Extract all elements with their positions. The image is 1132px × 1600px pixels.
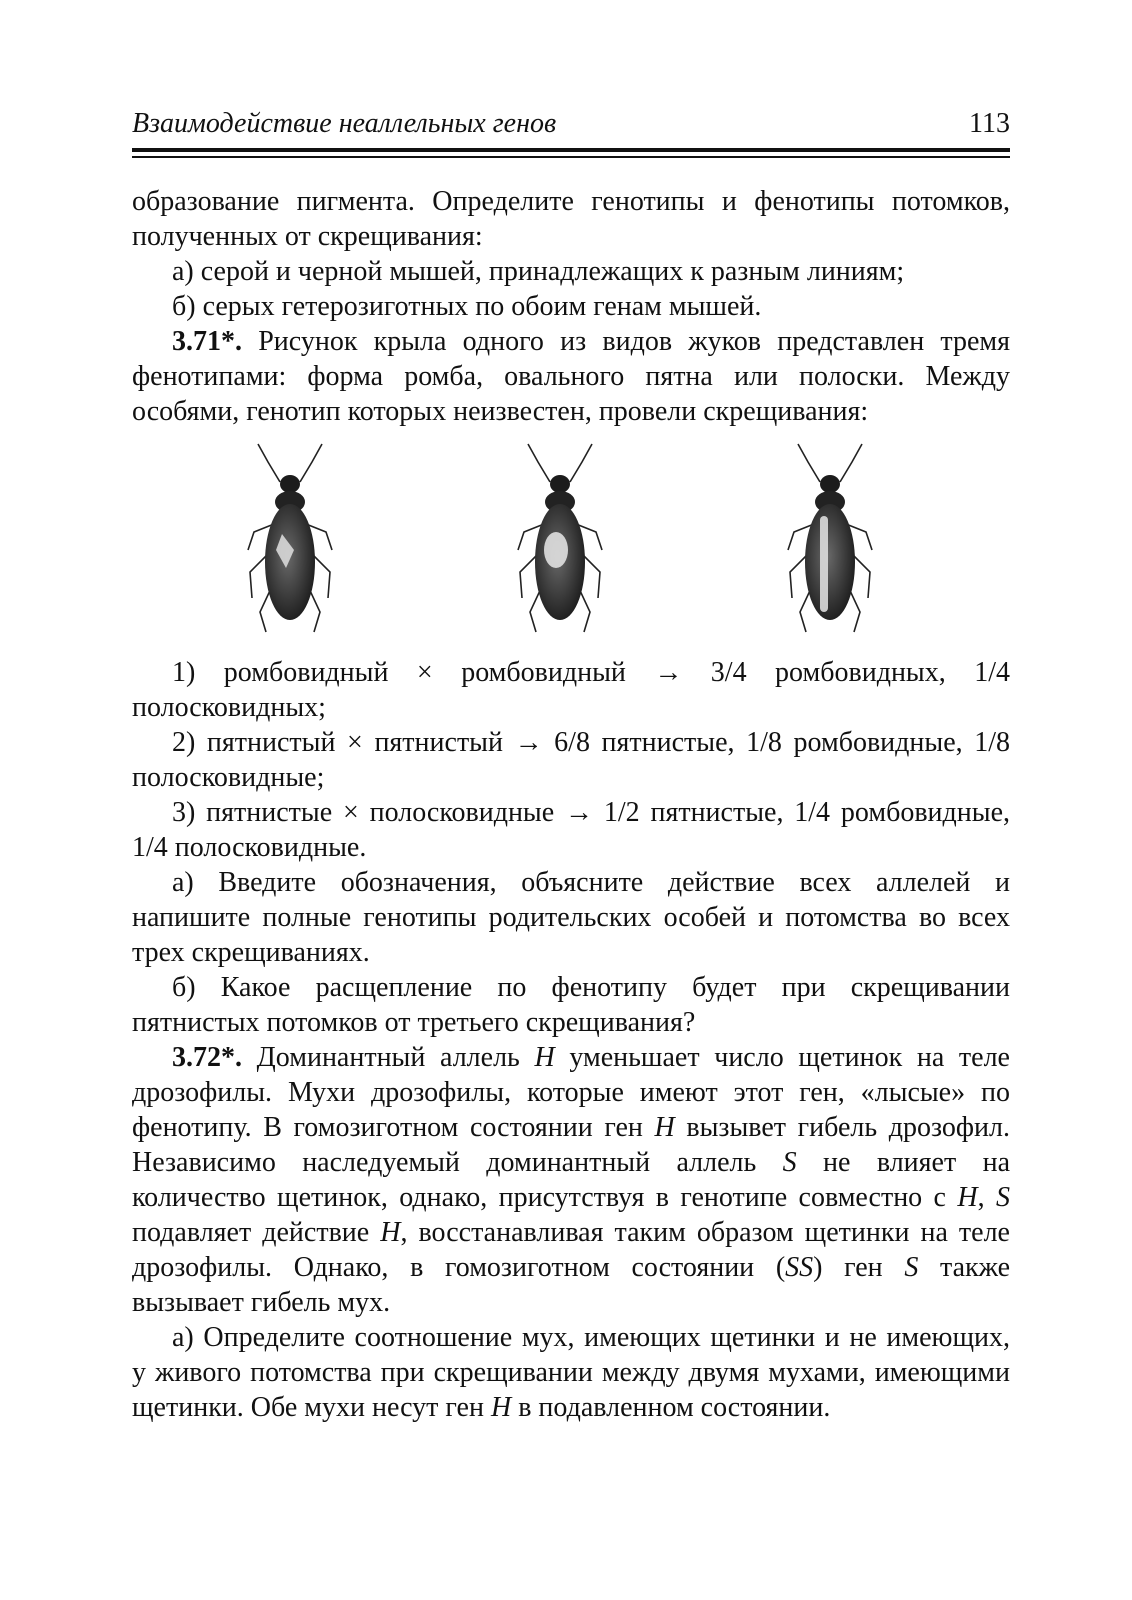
header-rule-thick [132,148,1010,152]
text-run: а) Определите соотношение мух, имеющих щетинки и не имеющих, у живого потомства при скрещивании между двумя мухами, имеющими щетинки. Обе мухи несут ген [132,1322,1010,1423]
running-title: Взаимодействие неаллельных генов [132,108,557,139]
page-number: 113 [969,108,1010,139]
paragraph: образование пигмента. Определите генотипы и фенотипы потомков, полученных от скрещивания: [132,186,1010,252]
text-block-bottom [132,655,1010,1425]
text-run: ) ген [813,1252,905,1283]
cross-3: 3) пятнистые × полосковидные → 1/2 пятнистые, 1/4 ромбовидные, 1/4 полосковидные. [132,797,1010,863]
question-b: б) Какое расщепление по фенотипу будет при скрещивании пятнистых потомков от третьего скрещивания? [132,972,1010,1038]
gene-symbol: H [490,1392,512,1423]
paragraph: б) серых гетерозиготных по обоим генам мышей. [172,291,762,322]
gene-symbol: H [534,1042,555,1073]
problem-3-71 [132,324,1010,429]
paragraph: а) серой и черной мышей, принадлежащих к разным линиям; [172,256,905,287]
question-372-a [132,1320,1010,1425]
gene-symbol: SS [785,1252,814,1283]
beetle-stripe-illustration [750,432,910,644]
cross-1: 1) ромбовидный × ромбовидный → 3/4 ромбовидных, 1/4 полосковидных; [132,657,1010,723]
text-run: уменьшает число щетинок на теле дрозофилы. Мухи дрозофилы, которые имеют этот ген, «лысые» по фенотипу. В гомозиготном состоянии ген [132,1042,1010,1143]
text-run: не влияет на количество щетинок, однако, присутствуя в генотипе совместно с [132,1147,1010,1213]
gene-symbol: S [904,1252,919,1283]
header-rule-thin [132,156,1010,158]
beetles-figure [150,432,990,644]
problem-text: Рисунок крыла одного из видов жуков представлен тремя фенотипами: форма ромба, овального пятна или полоски. Между особями, генотип которых неизвестен, провели скрещивания: [132,326,1010,427]
page-header [132,108,1010,144]
cross-2: 2) пятнистый × пятнистый → 6/8 пятнистые, 1/8 ромбовидные, 1/8 полосковидные; [132,727,1010,793]
problem-3-72 [132,1040,1010,1320]
text-run: также вызывает гибель мух. [132,1252,1010,1318]
problem-number: 3.72*. [172,1042,242,1073]
text-run: в подавленном состоянии. [511,1392,831,1423]
gene-symbol: S [782,1147,797,1178]
text-run: Доминантный аллель [256,1042,535,1073]
question-a: а) Введите обозначения, объясните действие всех аллелей и напишите полные генотипы родительских особей и потомства во всех трех скрещиваниях. [132,867,1010,968]
text-block-top [132,184,1010,429]
gene-symbol: H [380,1217,401,1248]
beetle-oval-spot-illustration [480,432,640,644]
text-run: , восстанавливая таким образом щетинки на теле дрозофилы. Однако, в гомозиготном состоянии ( [132,1217,1010,1283]
gene-symbol: H [654,1112,675,1143]
text-run: подавляет действие [132,1217,381,1248]
problem-number: 3.71*. [172,326,242,357]
gene-symbol: H [957,1182,978,1213]
text-run: , [977,1182,996,1213]
text-run: вызывет гибель дрозофил. Независимо наследуемый доминантный аллель [132,1112,1010,1178]
beetle-rhombus-illustration [210,432,370,644]
gene-symbol: S [996,1182,1010,1213]
